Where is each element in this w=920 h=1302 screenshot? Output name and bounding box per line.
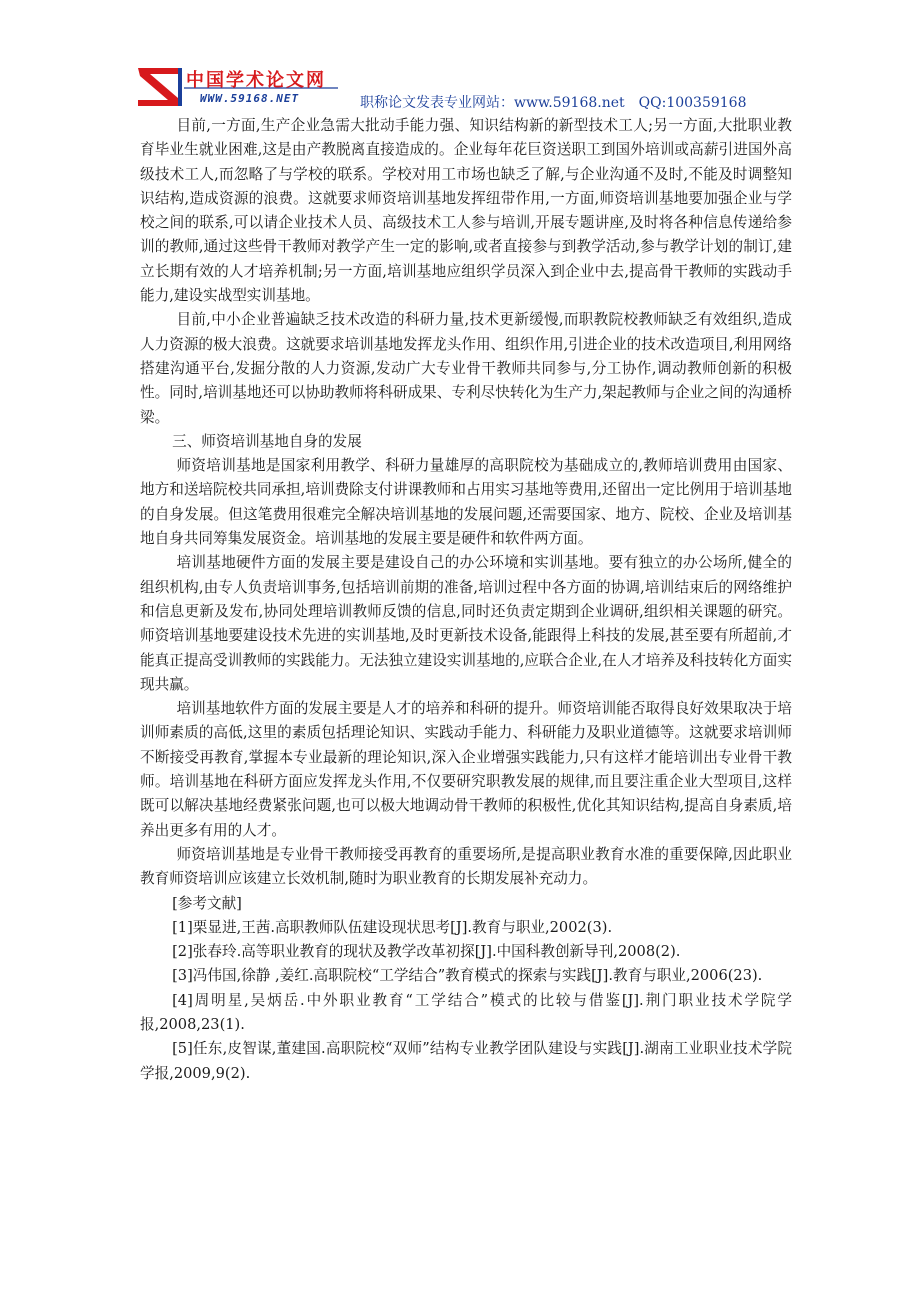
reference-item: [4]周明星,吴炳岳.中外职业教育“工学结合”模式的比较与借鉴[J].荆门职业技术学院学报,2008,23(1). — [140, 991, 792, 1033]
section-heading: 三、师资培训基地自身的发展 — [172, 432, 362, 450]
reference-item: [1]栗显进,王茜.高职教师队伍建设现状思考[J].教育与职业,2002(3). — [172, 918, 613, 936]
site-logo[interactable] — [138, 64, 338, 110]
logo-url: WWW.59168.NET — [200, 92, 300, 105]
references-title: [参考文献] — [172, 894, 242, 912]
site-label[interactable]: 职称论文发表专业网站：www.59168.net — [360, 95, 625, 111]
paragraph: 师资培训基地是国家利用教学、科研力量雄厚的高职院校为基础成立的,教师培训费用由国家、地方和送培院校共同承担,培训费除支付讲课教师和占用实习基地等费用,还留出一定比例用于培训基地的自身发展。但这笔费用很难完全解决培训基地的发展问题,还需要国家、地方、院校、企业及培训基地自身共同筹集发展资金。培训基地的发展主要是硬件和软件两方面。 — [140, 457, 792, 548]
paragraph: 目前,一方面,生产企业急需大批动手能力强、知识结构新的新型技术工人;另一方面,大批职业教育毕业生就业困难,这是由产教脱离直接造成的。企业每年花巨资送职工到国外培训或高薪引进国外高级技术工人,而忽略了与学校的联系。学校对用工市场也缺乏了解,与企业沟通不及时,不能及时调整知识结构,造成资源的浪费。这就要求师资培训基地发挥纽带作用,一方面,师资培训基地要加强企业与学校之间的联系,可以请企业技术人员、高级技术工人参与培训,开展专题讲座,及时将各种信息传递给参训的教师,通过这些骨干教师对教学产生一定的影响,或者直接参与到教学活动,参与教学计划的制订,建立长期有效的人才培养机制;另一方面,培训基地应组织学员深入到企业中去,提高骨干教师的实践动手能力,建设实战型实训基地。 — [140, 117, 792, 305]
article-body — [140, 114, 792, 1086]
reference-item: [2]张春玲.高等职业教育的现状及教学改革初探[J].中国科教创新导刊,2008(2). — [172, 943, 681, 961]
paragraph: 培训基地软件方面的发展主要是人才的培养和科研的提升。师资培训能否取得良好效果取决于培训师素质的高低,这里的素质包括理论知识、实践动手能力、科研能力及职业道德等。这就要求培训师不断接受再教育,掌握本专业最新的理论知识,深入企业增强实践能力,只有这样才能培训出专业骨干教师。培训基地在科研方面应发挥龙头作用,不仅要研究职教发展的规律,而且要注重企业大型项目,这样既可以解决基地经费紧张问题,也可以极大地调动骨干教师的积极性,优化其知识结构,提高自身素质,培养出更多有用的人才。 — [140, 700, 792, 839]
reference-item: [3]冯伟国,徐静 ,姜红.高职院校“工学结合”教育模式的探索与实践[J].教育与职业,2006(23). — [172, 967, 763, 985]
paragraph: 目前,中小企业普遍缺乏技术改造的科研力量,技术更新缓慢,而职教院校教师缺乏有效组织,造成人力资源的极大浪费。这就要求培训基地发挥龙头作用、组织作用,引进企业的技术改造项目,利用网络搭建沟通平台,发掘分散的人力资源,发动广大专业骨干教师共同参与,分工协作,调动教师创新的积极性。同时,培训基地还可以协助教师将科研成果、专利尽快转化为生产力,架起教师与企业之间的沟通桥梁。 — [140, 311, 792, 426]
paragraph: 培训基地硬件方面的发展主要是建设自己的办公环境和实训基地。要有独立的办公场所,健全的组织机构,由专人负责培训事务,包括培训前期的准备,培训过程中各方面的协调,培训结束后的网络维护和信息更新及发布,协同处理培训教师反馈的信息,同时还负责定期到企业调研,组织相关课题的研究。师资培训基地要建设技术先进的实训基地,及时更新技术设备,能跟得上科技的发展,甚至要有所超前,才能真正提高受训教师的实践能力。无法独立建设实训基地的,应联合企业,在人才培养及科技转化方面实现共赢。 — [140, 554, 792, 693]
logo-text: 中国学术论文网 — [186, 70, 326, 91]
header-contact — [360, 92, 747, 112]
qq-label: QQ:100359168 — [638, 95, 747, 111]
reference-item: [5]任东,皮智谋,董建国.高职院校“双师”结构专业教学团队建设与实践[J].湖南工业职业技术学院学报,2009,9(2). — [140, 1040, 792, 1082]
page-header — [138, 64, 788, 110]
paragraph: 师资培训基地是专业骨干教师接受再教育的重要场所,是提高职业教育水准的重要保障,因此职业教育师资培训应该建立长效机制,随时为职业教育的长期发展补充动力。 — [140, 845, 792, 888]
